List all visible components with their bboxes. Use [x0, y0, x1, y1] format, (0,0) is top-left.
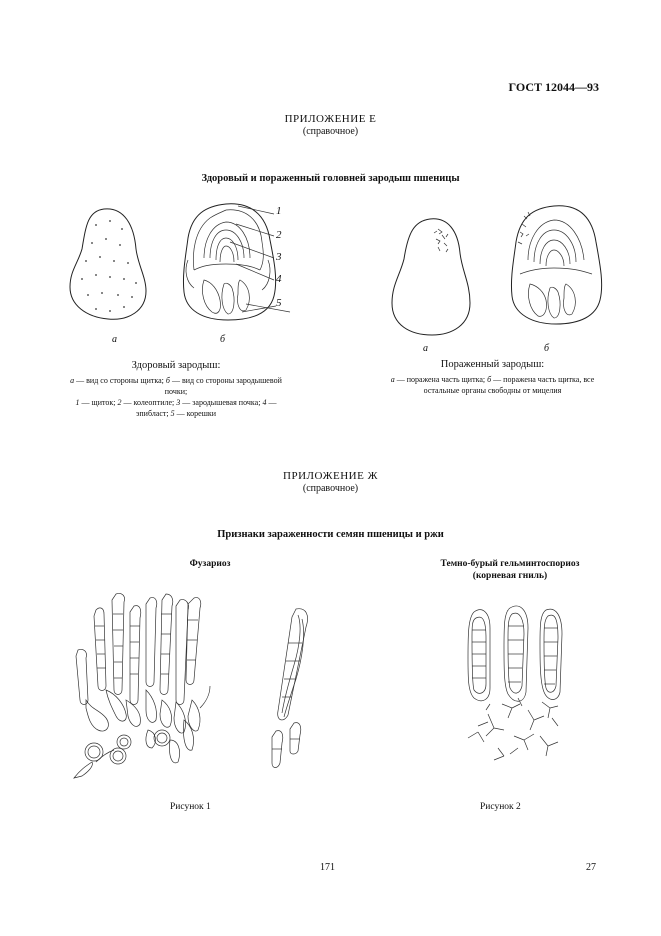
infected-embryo-b-drawing — [508, 202, 608, 327]
infected-legend-text-b: — поражена часть щитка, все остальные органы свободны от мицелия — [423, 375, 595, 395]
figure-2-caption: Рисунок 2 — [480, 802, 521, 812]
infected-letter-b: б — [544, 343, 550, 354]
healthy-letter-b: б — [220, 334, 226, 345]
legend-num-1: 1 — [75, 398, 80, 407]
infected-embryo-a-drawing — [388, 215, 478, 340]
fusarium-title: Фузариоз — [189, 559, 231, 569]
healthy-letter-a: а — [112, 334, 117, 345]
page-number: 27 — [586, 862, 596, 873]
helminth-title-line1: Темно-бурый гельминтоспориоз — [440, 559, 580, 569]
legend-num-2: 2 — [117, 398, 122, 407]
legend-text-b: — вид со стороны зародышевой почки; — [164, 376, 282, 396]
healthy-embryo-b-drawing — [180, 200, 320, 325]
legend-letter-a: а — [70, 376, 75, 385]
appendix-e-subtitle: (справочное) — [302, 126, 359, 137]
infected-caption-title: Пораженный зародыш: — [440, 359, 545, 370]
legend-text-4: — эпибласт; — [135, 398, 277, 418]
appendix-e-heading: Здоровый и пораженный головней зародыш пшеницы — [201, 173, 460, 184]
legend-num-4: 4 — [262, 398, 267, 407]
callout-1: 1 — [276, 205, 282, 217]
infected-letter-a: а — [423, 343, 428, 354]
legend-letter-b: б — [165, 376, 170, 385]
helminth-title-line2: (корневая гниль) — [472, 571, 548, 581]
healthy-legend — [70, 375, 282, 419]
infected-legend-letter-b: б — [487, 375, 492, 384]
fusarium-conidium-drawing — [266, 605, 316, 775]
callout-5: 5 — [276, 297, 282, 309]
healthy-caption-title: Здоровый зародыш: — [131, 360, 221, 371]
callout-2: 2 — [276, 229, 282, 241]
legend-text-3: — зародышевая почка; — [180, 398, 263, 407]
legend-text-a: — вид со стороны щитка; — [74, 376, 166, 385]
appendix-e-title: ПРИЛОЖЕНИЕ Е — [284, 113, 377, 125]
infected-legend — [380, 374, 605, 396]
legend-num-5: 5 — [170, 409, 175, 418]
appendix-zh-heading: Признаки зараженности семян пшеницы и ржи — [217, 529, 444, 540]
callout-3: 3 — [276, 251, 282, 263]
fusarium-drawing — [66, 590, 216, 785]
healthy-embryo-a-drawing — [66, 205, 156, 325]
appendix-zh-title: ПРИЛОЖЕНИЕ Ж — [283, 470, 378, 482]
legend-num-3: 3 — [176, 398, 181, 407]
legend-text-1: — щиток; — [79, 398, 118, 407]
infected-legend-letter-a: а — [390, 375, 395, 384]
appendix-zh-subtitle: (справочное) — [302, 483, 359, 494]
infected-legend-text-a: — поражена часть щитка; — [394, 375, 488, 384]
legend-text-2: — колеоптиле; — [121, 398, 177, 407]
callout-4: 4 — [276, 273, 282, 285]
figure-1-caption: Рисунок 1 — [170, 802, 211, 812]
helminth-drawing — [458, 598, 568, 773]
legend-text-5: — корешки — [174, 409, 217, 418]
document-code: ГОСТ 12044—93 — [508, 80, 599, 94]
center-page-number: 171 — [320, 862, 335, 873]
